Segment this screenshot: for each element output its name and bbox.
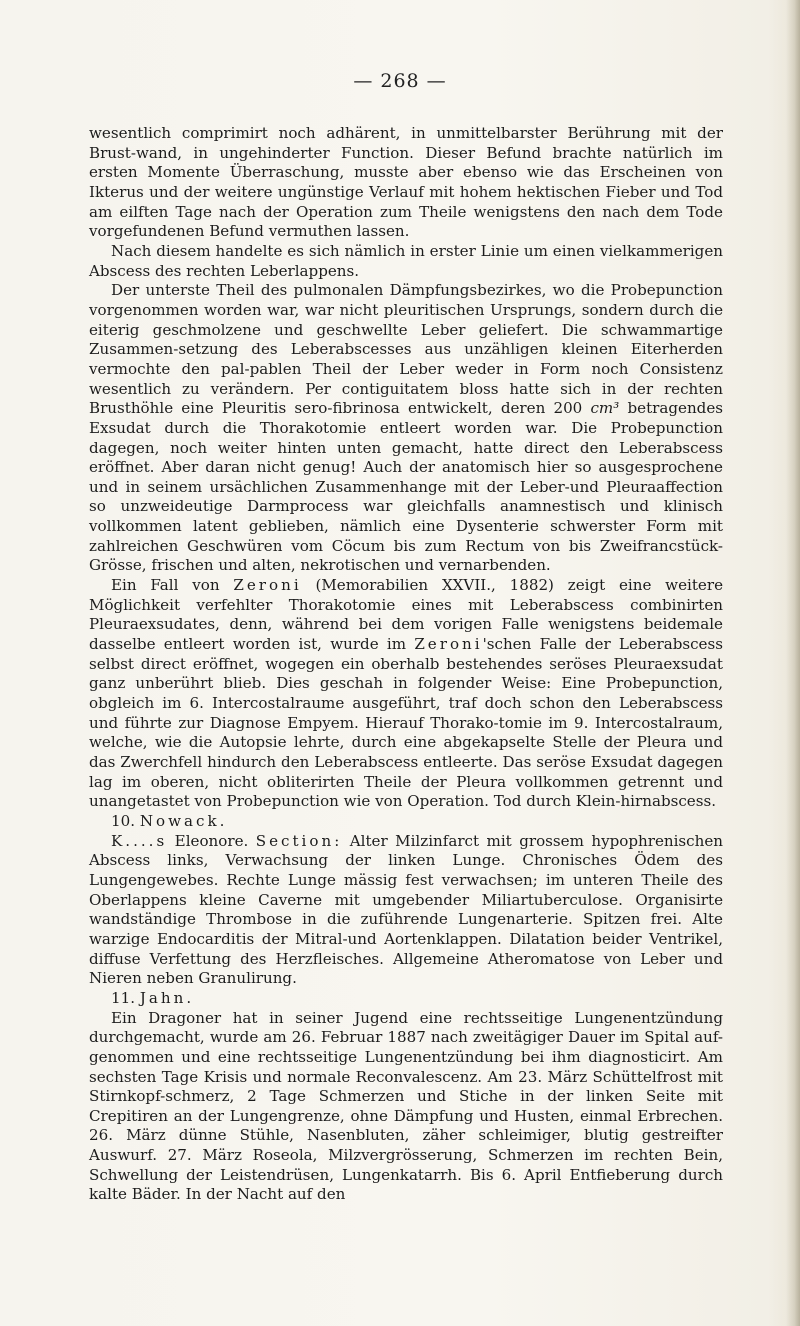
paragraph-zeroni [89,576,723,812]
page-number: — 268 — [353,70,447,92]
author-name: Zeroni [233,576,302,595]
patient-name: K....s [111,831,168,850]
unit-cm3: cm³ [590,399,620,418]
paragraph-dysentery [89,281,723,576]
author-name: Zeroni [414,635,483,654]
paragraph-continuation: wesentlich comprimirt noch adhärent, in unmittelbarster Berührung mit der Brust-wand, in ungehinderter Function. Dieser Befund brachte natürlich im ersten Momente Überraschung, musste aber ebenso wie das Erscheinen von Ikterus und der weitere ungünstige Verlauf mit hohem hektischen Fieber und Tod am eilften Tage nach der Operation zum Theile wenigstens den nach dem Tode vorgefundenen Befund vermuthen lassen. [89,124,723,241]
case-number: 10. [111,811,136,830]
paragraph-section [89,832,723,989]
case-heading-10 [89,812,723,832]
paragraph-text: Alter Milzinfarct mit grossem hypophrenischen Abscess links, Verwachsung der linken Lunge. Chronisches Ödem des Lungengewebes. Rechte Lunge mässig fest verwachsen; im unteren Theile des Oberlappens kleine Caverne mit umgebender Miliartuberculose. Organisirte wandständige Thrombose in die zuführende Lungenarterie. Spitzen frei. Alte warzige Endocarditis der Mitral-und Aortenklappen. Dilatation beider Ventrikel, diffuse Verfettung des Herzfleisches. Allgemeine Atheromatose von Leber und Nieren neben Granulirung. [89,831,724,988]
section-label: Section: [255,831,343,850]
body-text [89,124,723,1205]
case-name: Jahn. [139,988,195,1007]
case-number: 11. [111,988,136,1007]
paragraph-text: betragendes Exsudat durch die Thorakotomie entleert worden war. Die Probepunction dagegen, noch weiter hinten unten gemacht, hatte direct den Leberabscess eröffnet. Aber daran nicht genug! Auch der anatomisch hier so ausgesprochene und in seinem ursächlichen Zusammenhange mit der Leber-und Pleuraaffection so unzweideutige Darmprocess war gleichfalls anamnestisch und klinisch vollkommen latent geblieben, nämlich eine Dysenterie schwerster Form mit zahlreichen Geschwüren vom Cöcum bis zum Rectum von bis Zweifrancstück-Grösse, frischen und alten, nekrotischen und vernarbenden. [89,399,724,575]
paragraph-dragoner: Ein Dragoner hat in seiner Jugend eine rechtsseitige Lungenentzündung durchgemacht, wurde am 26. Februar 1887 nach zweitägiger Dauer im Spital auf-genommen und eine rechtsseitige Lungenentzündung bei ihm diagnosticirt. Am sechsten Tage Krisis und normale Reconvalescenz. Am 23. März Schüttelfrost mit Stirnkopf-schmerz, 2 Tage Schmerzen und Stiche in der linken Seite mit Crepitiren an der Lungengrenze, ohne Dämpfung und Husten, einmal Erbrechen. 26. März dünne Stühle, Nasenbluten, zäher schleimiger, blutig gestreifter Auswurf. 27. März Roseola, Milzvergrösserung, Schmerzen im rechten Bein, Schwellung der Leistendrüsen, Lungenkatarrh. Bis 6. April Entfieberung durch kalte Bäder. In der Nacht auf den [89,1008,723,1204]
paragraph-text: Der unterste Theil des pulmonalen Dämpfungsbezirkes, wo die Probepunction vorgenommen worden war, war nicht pleuritischen Ursprungs, sondern durch die eiterig geschmolzene und geschwellte Leber geliefert. Die schwammartige Zusammen-setzung des Leberabscesses aus unzähligen kleinen Eiterherden vermochte den pal-pablen Theil der Leber weder in Form noch Consistenz wesentlich zu verändern. Per contiguitatem bloss hatte sich in der rechten Brusthöhle eine Pleuritis sero-fibrinosa entwickelt, deren 200 [89,281,723,418]
paragraph-abscess: Nach diesem handelte es sich nämlich in erster Linie um einen vielkammerigen Abscess des rechten Leberlappens. [89,241,723,280]
case-heading-11 [89,989,723,1009]
paragraph-text: 'schen Falle der Leberabscess selbst direct eröffnet, wogegen ein oberhalb bestehendes seröses Pleuraexsudat ganz unberührt blieb. Dies geschah in folgender Weise: Eine Probepunction, obgleich im 6. Intercostalraume ausgeführt, traf doch schon den Leberabscess und führte zur Diagnose Empyem. Hierauf Thorako-tomie im 9. Intercostalraum, welche, wie die Autopsie lehrte, durch eine abgekapselte Stelle der Pleura und das Zwerchfell hindurch den Leberabscess entleerte. Das seröse Exsudat dagegen lag im oberen, nicht obliterirten Theile der Pleura vollkommen getrennt und unangetastet von Probepunction wie von Operation. Tod durch Klein-hirnabscess. [89,635,723,811]
page-edge-shadow [786,0,800,1326]
paragraph-text: Ein Fall von [111,576,234,595]
case-name: Nowack. [139,811,228,830]
paragraph-text: (Memorabilien XXVII., 1882) zeigt eine weitere Möglichkeit verfehlter Thorakotomie eines mit Leberabscess combinirten Pleuraexsudates, denn, während bei dem vorigen Falle wenigstens beidemale dasselbe entleert worden ist, wurde im [89,576,723,654]
paragraph-text: Eleonore. [167,831,256,850]
